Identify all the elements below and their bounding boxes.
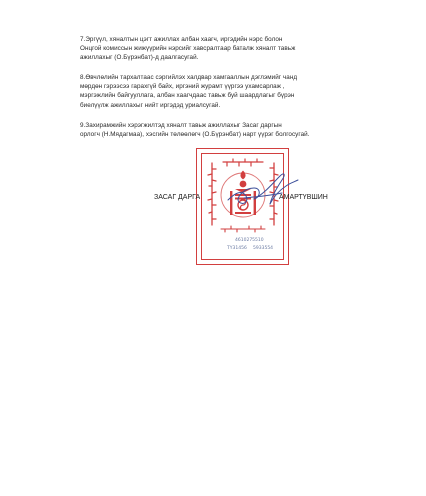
paragraph-7-line: ажиллахыг (О.Бүрэнбат)-д даалгасугай. xyxy=(80,54,199,62)
paragraph-8 xyxy=(80,73,370,110)
paragraph-8-line: мэргэжлийн байгууллага, албан хаагчдаас тавьж буй шаардлагыг бүрэн xyxy=(80,92,295,100)
paragraph-9-line: 9.Захирамжийн хэрэгжилтэд хяналт тавьж ажиллахыг Засаг даргын xyxy=(80,122,282,129)
paragraph-7-line: 7.Эргүүл, хяналтын цэгт ажиллах албан хаагч, иргэдийн нэрс болон xyxy=(80,36,283,43)
signatory-title: ЗАСАГ ДАРГА xyxy=(154,194,201,201)
paragraph-8-line: биелүүлж ажиллахыг нийт иргэдэд уриалсугай. xyxy=(80,101,221,109)
paragraph-8-line: 8.Өвчлөлийн тархалтаас сэргийлэх халдвар хамгааллын дэглэмийг чанд xyxy=(80,74,298,81)
handwritten-signature xyxy=(224,166,302,216)
seal-registry-number: 4610275510 xyxy=(235,238,264,243)
signature-line xyxy=(146,193,376,205)
signatory-name: АМАРТҮВШИН xyxy=(279,194,328,201)
seal-code-right: 5933554 xyxy=(253,246,274,251)
paragraph-9-line: орлогч (Н.Мядагмаа), хэсгийн төлөөлөгч (О.Бүрэнбат) нарт үүрэг болгосугай. xyxy=(80,131,310,139)
paragraph-8-line: мөрдөн гэрээсээ гарахгүй байх, иргэний журамт үүргээ ухамсарлаж , xyxy=(80,83,285,91)
paragraph-9 xyxy=(80,121,370,139)
paragraph-7 xyxy=(80,35,370,63)
seal-code-left: ТҮ31456 xyxy=(227,246,247,251)
paragraph-7-line: Онцгой комиссын жижүүрийн нэрсийг хавсралтаар баталж хяналт тавьж xyxy=(80,45,296,53)
